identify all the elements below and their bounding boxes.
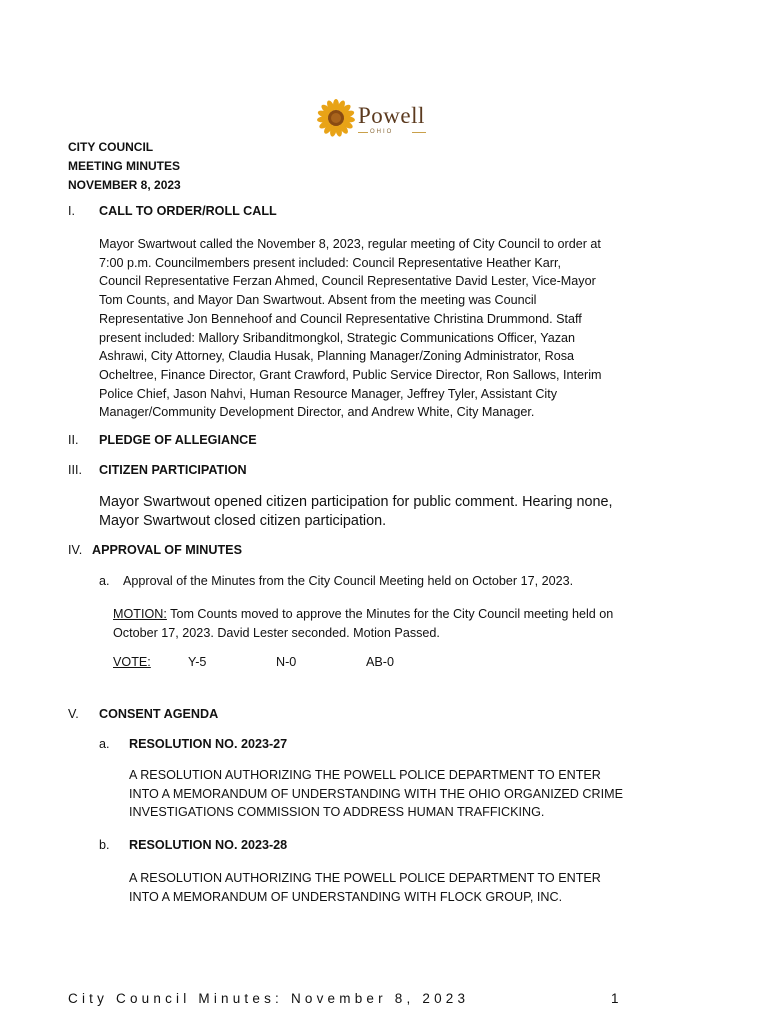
text-line: Police Chief, Jason Nahvi, Human Resource Manager, Jeffrey Tyler, Assistant City bbox=[99, 386, 558, 401]
text-line: INVESTIGATIONS COMMISSION TO ADDRESS HUMAN TRAFFICKING. bbox=[129, 805, 545, 820]
section-3-title: CITIZEN PARTICIPATION bbox=[99, 463, 247, 477]
vote-yes: Y-5 bbox=[188, 655, 207, 669]
header-line-3: NOVEMBER 8, 2023 bbox=[68, 178, 181, 192]
resolution-a-title: RESOLUTION NO. 2023-27 bbox=[129, 737, 288, 751]
text-line: Mayor Swartwout opened citizen participation for public comment. Hearing none, bbox=[99, 494, 613, 510]
text-line: present included: Mallory Sribanditmongkol, Strategic Communications Officer, Yazan bbox=[99, 330, 575, 345]
sunflower-icon bbox=[316, 98, 356, 138]
motion-text: Tom Counts moved to approve the Minutes for the City Council meeting held on bbox=[166, 607, 614, 621]
section-3-body bbox=[99, 493, 613, 530]
section-4-title: APPROVAL OF MINUTES bbox=[92, 543, 242, 557]
resolution-b-letter: b. bbox=[99, 838, 110, 852]
header-line-1: CITY COUNCIL bbox=[68, 140, 154, 154]
section-2-number: II. bbox=[68, 433, 79, 447]
text-line: INTO A MEMORANDUM OF UNDERSTANDING WITH FLOCK GROUP, INC. bbox=[129, 889, 563, 904]
text-line: Tom Counts, and Mayor Dan Swartwout. Absent from the meeting was Council bbox=[99, 293, 537, 308]
motion-line-2: October 17, 2023. David Lester seconded. Motion Passed. bbox=[113, 625, 440, 640]
resolution-a-body bbox=[129, 766, 623, 822]
page-number: 1 bbox=[611, 991, 619, 1006]
text-line: Ashrawi, City Attorney, Claudia Husak, Planning Manager/Zoning Administrator, Rosa bbox=[99, 349, 575, 364]
section-5-title: CONSENT AGENDA bbox=[99, 707, 219, 721]
text-line: A RESOLUTION AUTHORIZING THE POWELL POLICE DEPARTMENT TO ENTER bbox=[129, 768, 601, 782]
text-line: Ocheltree, Finance Director, Grant Crawford, Public Service Director, Ron Sallows, Interim bbox=[99, 367, 602, 382]
text-line: A RESOLUTION AUTHORIZING THE POWELL POLICE DEPARTMENT TO ENTER bbox=[129, 871, 601, 885]
vote-abstain: AB-0 bbox=[366, 655, 394, 669]
section-2-title: PLEDGE OF ALLEGIANCE bbox=[99, 433, 257, 447]
text-line: INTO A MEMORANDUM OF UNDERSTANDING WITH THE OHIO ORGANIZED CRIME bbox=[129, 786, 623, 801]
section-1-number: I. bbox=[68, 204, 75, 218]
text-line: Mayor Swartwout called the November 8, 2023, regular meeting of City Council to order at bbox=[99, 237, 601, 251]
text-line: Representative Jon Bennehoof and Council Representative Christina Drummond. Staff bbox=[99, 311, 582, 326]
logo-subtitle: OHIO bbox=[370, 129, 394, 135]
logo-divider-right bbox=[412, 132, 426, 133]
section-4-item-a-letter: a. bbox=[99, 574, 110, 588]
vote-no: N-0 bbox=[276, 655, 297, 669]
section-5-number: V. bbox=[68, 707, 79, 721]
resolution-b-body bbox=[129, 869, 601, 906]
logo-text: Powell bbox=[358, 103, 425, 128]
section-4-number: IV. bbox=[68, 543, 83, 557]
section-1-title: CALL TO ORDER/ROLL CALL bbox=[99, 204, 277, 218]
header-line-2: MEETING MINUTES bbox=[68, 159, 181, 173]
text-line: 7:00 p.m. Councilmembers present included: Council Representative Heather Karr, bbox=[99, 255, 562, 270]
page-footer: City Council Minutes: November 8, 2023 bbox=[68, 991, 470, 1006]
resolution-a-letter: a. bbox=[99, 737, 110, 751]
motion-paragraph bbox=[113, 605, 613, 642]
logo-divider-left bbox=[358, 132, 368, 133]
resolution-b-title: RESOLUTION NO. 2023-28 bbox=[129, 838, 288, 852]
text-line: Mayor Swartwout closed citizen participation. bbox=[99, 512, 387, 529]
section-3-number: III. bbox=[68, 463, 82, 477]
motion-label: MOTION: bbox=[113, 607, 167, 621]
vote-label: VOTE: bbox=[113, 655, 151, 669]
section-1-body bbox=[99, 235, 719, 422]
section-4-item-a-text: Approval of the Minutes from the City Council Meeting held on October 17, 2023. bbox=[123, 574, 574, 588]
text-line: Council Representative Ferzan Ahmed, Council Representative David Lester, Vice-Mayor bbox=[99, 274, 596, 289]
powell-logo bbox=[316, 98, 456, 142]
text-line: Manager/Community Development Director, and Andrew White, City Manager. bbox=[99, 405, 535, 420]
motion-line-1 bbox=[113, 605, 613, 624]
